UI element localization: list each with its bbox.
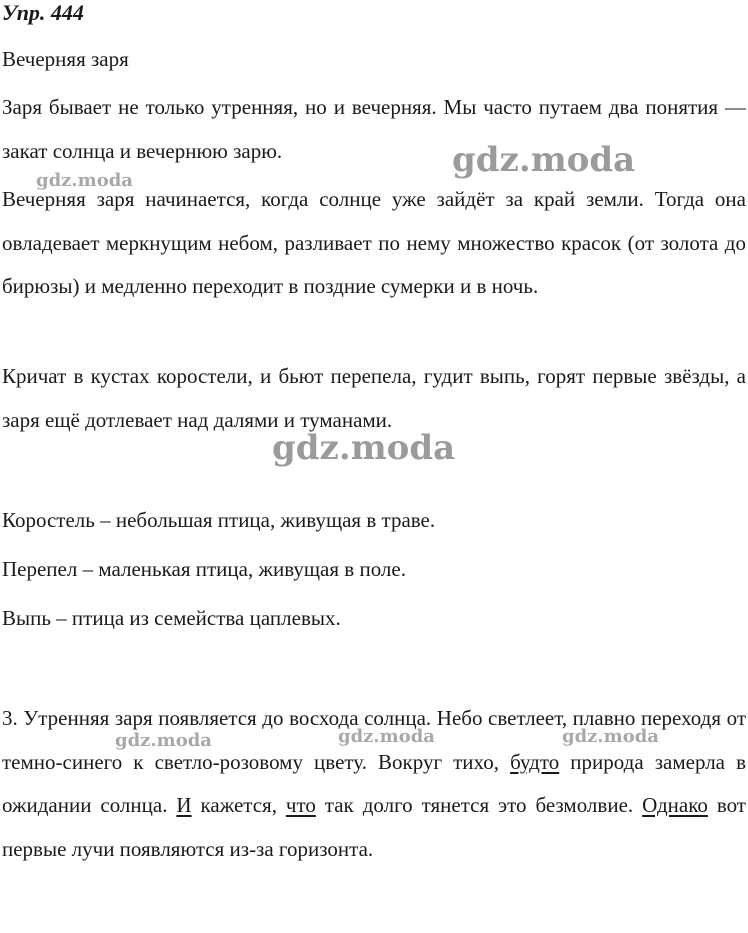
definition-korostel: Коростель – небольшая птица, живущая в траве.: [2, 508, 436, 532]
underlined-word-chto: что: [285, 793, 316, 817]
watermark-logo: gdz.moda: [562, 726, 659, 747]
underlined-word-budto: будто: [510, 749, 560, 774]
underlined-word-i: И: [176, 793, 192, 817]
task3-text-2: природа замерла в ожидании солнца.: [2, 749, 746, 817]
task3-text-4: так долго тянется это безмолвие.: [315, 793, 643, 817]
task3-text-3: кажется,: [191, 793, 286, 817]
story-title: Вечерняя заря: [2, 47, 129, 71]
watermark-logo: gdz.moda: [338, 726, 435, 747]
underlined-word-odnako: Однако: [642, 793, 708, 817]
paragraph-2: Вечерняя заря начинается, когда солнце уже зайдёт за край земли. Тогда она овладевает меркнущим небом, разливает по нему множество красок (от золота до бирюзы) и медленно переходит в поздние сумерки и в ночь.: [2, 187, 746, 298]
task3-text-1: 3. Утренняя заря появляется до восхода солнца. Небо светлеет, плавно переходя от темно-синего к светло-розовому цвету. Вокруг тихо,: [2, 706, 746, 774]
paragraph-3: Кричат в кустах коростели, и бьют перепела, гудит выпь, горят первые звёзды, а заря ещё дотлевает над далями и туманами.: [2, 364, 746, 432]
definition-perepel: Перепел – маленькая птица, живущая в поле.: [2, 557, 406, 581]
paragraph-1: Заря бывает не только утренняя, но и вечерняя. Мы часто путаем два понятия — закат солнца и вечернюю зарю.: [2, 95, 746, 163]
watermark-logo: gdz.moda: [272, 428, 456, 468]
definition-vyp: Выпь – птица из семейства цаплевых.: [2, 606, 341, 630]
watermark-logo: gdz.moda: [36, 170, 133, 191]
watermark-logo: gdz.moda: [115, 730, 212, 751]
task3-text-5: вот первые лучи появляются из-за горизонта.: [2, 793, 746, 861]
watermark-logo: gdz.moda: [452, 140, 636, 180]
exercise-heading: Упр. 444: [2, 0, 84, 25]
task-3-paragraph: [2, 697, 746, 871]
